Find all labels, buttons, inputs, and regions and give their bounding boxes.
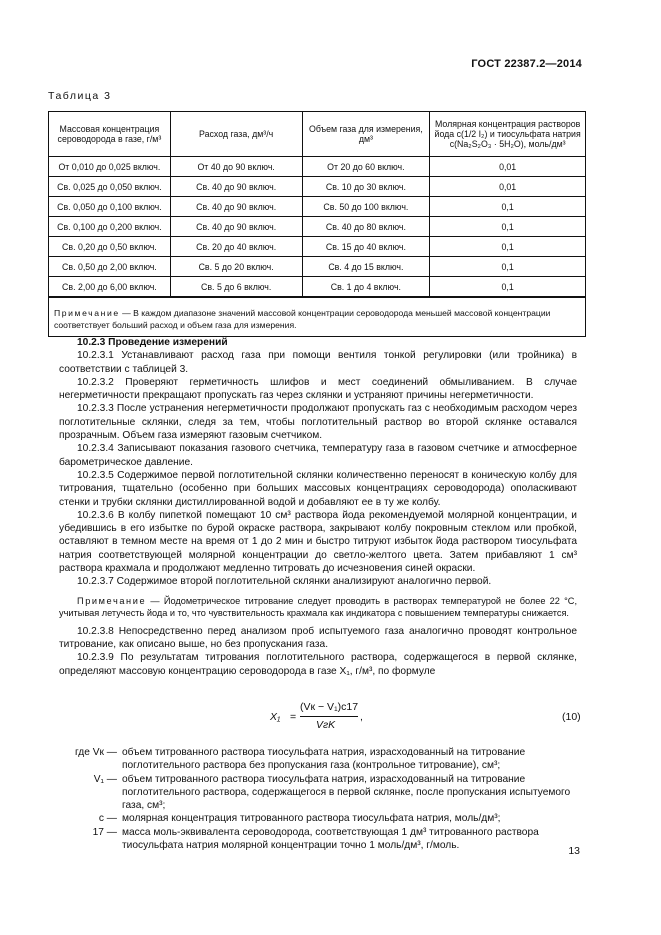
table-row — [49, 257, 586, 277]
formula-numerator: (Vк − V₁)c17 — [300, 701, 359, 713]
definition-symbol: c — — [98, 813, 117, 825]
formula-equals: = — [290, 711, 297, 723]
column-header: Расход газа, дм³/ч — [170, 112, 302, 157]
definition-text: объем титрованного раствора тиосульфата натрия, израсходованный на титрование поглотительного раствора без пропускания газа (контрольное титрование), см³; — [122, 747, 526, 772]
table-row — [49, 197, 586, 217]
table-cell: Св. 0,20 до 0,50 включ. — [49, 237, 171, 257]
paragraph: 10.2.3.7 Содержимое второй поглотительной склянки анализируют аналогично первой. — [77, 576, 492, 588]
paragraph: 10.2.3.4 Записывают показания газового счетчика, температуру газа в газовом счетчике и атмосферное барометрическое давление. — [59, 443, 577, 468]
definition-item — [48, 746, 588, 773]
table-note-row — [49, 304, 586, 337]
definition-item — [48, 773, 588, 813]
table-row — [49, 157, 586, 177]
table-cell: Св. 0,100 до 0,200 включ. — [49, 217, 171, 237]
table-cell: Св. 5 до 20 включ. — [170, 257, 302, 277]
formula-denominator: VгK — [316, 719, 336, 731]
paragraph: 10.2.3.3 После устранения негерметичности продолжают пропускать газ с необходимым расходом через поглотительные склянки, следя за тем, чтобы поглотительный раствор во второй склянке оставался прозрачным. Объем газа измеряют газовым счетчиком. — [59, 403, 577, 442]
concentration-table — [48, 111, 586, 337]
page-number: 13 — [568, 845, 580, 857]
note-label: Примечание — [54, 308, 120, 318]
definition-item — [48, 812, 588, 825]
paragraph: 10.2.3.5 Содержимое первой поглотительной склянки количественно переносят в коническую колбу для титрования, тщательно (особенно при больших массовых концентрациях сероводорода) ополаскивают стенки и трубки склянки дистиллированной водой и добавляют ее в ту же колбу. — [59, 469, 577, 508]
table-cell: Св. 40 до 90 включ. — [170, 177, 302, 197]
table-cell: 0,1 — [430, 197, 586, 217]
table-cell: Св. 4 до 15 включ. — [302, 257, 430, 277]
formula-number: (10) — [562, 711, 581, 723]
standard-header: ГОСТ 22387.2—2014 — [471, 58, 582, 70]
table-cell: Св. 20 до 40 включ. — [170, 237, 302, 257]
definitions-list — [48, 746, 588, 852]
table-cell: 0,01 — [430, 177, 586, 197]
paragraph: 10.2.3.2 Проверяют герметичность шлифов и мест соединений обмыливанием. В случае негерметичности прекращают пропускать газ через склянки и устраняют причины негерметичности. — [59, 376, 577, 402]
formula-lhs: X₁ — [270, 711, 281, 723]
table-cell: От 0,010 до 0,025 включ. — [49, 157, 171, 177]
titration-note — [59, 595, 577, 619]
table-header-row — [49, 112, 586, 157]
table-cell: Св. 5 до 6 включ. — [170, 277, 302, 298]
table-cell: 0,1 — [430, 237, 586, 257]
formula-10 — [270, 699, 590, 739]
table-cell: 0,1 — [430, 277, 586, 298]
table-cell: Св. 40 до 80 включ. — [302, 217, 430, 237]
table-note — [49, 304, 586, 337]
table-row — [49, 217, 586, 237]
section-heading: 10.2.3 Проведение измерений — [77, 337, 228, 348]
note-label: Примечание — [77, 595, 147, 606]
table-cell: Св. 10 до 30 включ. — [302, 177, 430, 197]
table-cell: Св. 2,00 до 6,00 включ. — [49, 277, 171, 298]
table-row — [49, 177, 586, 197]
table-cell: 0,1 — [430, 217, 586, 237]
table-rule-row — [49, 297, 586, 304]
table-row — [49, 277, 586, 298]
table-cell: От 20 до 60 включ. — [302, 157, 430, 177]
paragraph: 10.2.3.9 По результатам титрования поглотительного раствора, содержащегося в первой склянке, определяют массовую концентрацию сероводорода в газе X₁, г/м³, по формуле — [59, 652, 577, 677]
column-header: Массовая концентрация сероводорода в газе, г/м³ — [49, 112, 171, 157]
fraction-bar — [300, 716, 358, 717]
column-header: Молярная концентрация растворов йода c(1/2 I₂) и тиосульфата натрия c(Na₂S₂O₃ · 5H₂O), моль/дм³ — [430, 112, 586, 157]
table-cell: 0,1 — [430, 257, 586, 277]
paragraph: 10.2.3.1 Устанавливают расход газа при помощи вентиля тонкой регулировки (или тройника) в соответствии с таблицей 3. — [59, 350, 577, 375]
table-cell: Св. 40 до 90 включ. — [170, 217, 302, 237]
definition-item — [48, 826, 588, 853]
column-header: Объем газа для измерения, дм³ — [302, 112, 430, 157]
note-text: — Йодометрическое титрование следует проводить в растворах температурой не более 22 °С, учитывая летучесть йода и то, что чувствительность крахмала как индикатора с повышением температуры снижается. — [59, 595, 577, 618]
table-cell: Св. 0,050 до 0,100 включ. — [49, 197, 171, 217]
definition-symbol: V₁ — — [93, 773, 117, 785]
table-cell: Св. 0,50 до 2,00 включ. — [49, 257, 171, 277]
table-cell: Св. 40 до 90 включ. — [170, 197, 302, 217]
definition-symbol: где Vк — — [75, 747, 117, 758]
table-cell: 0,01 — [430, 157, 586, 177]
definition-text: молярная концентрация титрованного раствора тиосульфата натрия, моль/дм³; — [122, 813, 501, 825]
table-cell: Св. 0,025 до 0,050 включ. — [49, 177, 171, 197]
definition-symbol: 17 — — [92, 826, 117, 838]
table-cell: Св. 1 до 4 включ. — [302, 277, 430, 298]
paragraph: 10.2.3.8 Непосредственно перед анализом проб испытуемого газа аналогично проводят контрольное титрование, как описано выше, но без пропускания газа. — [59, 625, 577, 650]
definition-text: масса моль-эквивалента сероводорода, соответствующая 1 дм³ титрованного раствора тиосульфата натрия молярной концентрации точно 1 моль/дм³, г/моль. — [122, 826, 539, 852]
paragraph: 10.2.3.6 В колбу пипеткой помещают 10 см³ раствора йода рекомендуемой молярной концентрации, и убедившись в его избытке по бурой окраске раствора, закрывают колбу покровным стеклом или пробкой, оставляют в темном месте на время от 1 до 2 мин и быстро титруют избыток йода раствором тиосульфата натрия соответствующей молярной концентрации до светло-желтого цвета. Затем прибавляют 1 см³ раствора крахмала и продолжают медленно титровать до исчезновения синей окраски. — [59, 509, 577, 575]
note-text: — В каждом диапазоне значений массовой концентрации сероводорода меньшей массовой концентрации соответствует больший расход и объем газа для измерения. — [54, 308, 551, 330]
table-caption: Таблица 3 — [48, 90, 112, 102]
definition-text: объем титрованного раствора тиосульфата натрия, израсходованный на титрование поглотительного раствора, содержащегося в первой склянке, после пропускания испытуемого газа, см³; — [122, 773, 571, 812]
formula-comma: , — [360, 711, 363, 723]
table-cell: Св. 50 до 100 включ. — [302, 197, 430, 217]
table-cell: Св. 15 до 40 включ. — [302, 237, 430, 257]
section-body — [59, 336, 577, 678]
table-row — [49, 237, 586, 257]
table-cell: От 40 до 90 включ. — [170, 157, 302, 177]
